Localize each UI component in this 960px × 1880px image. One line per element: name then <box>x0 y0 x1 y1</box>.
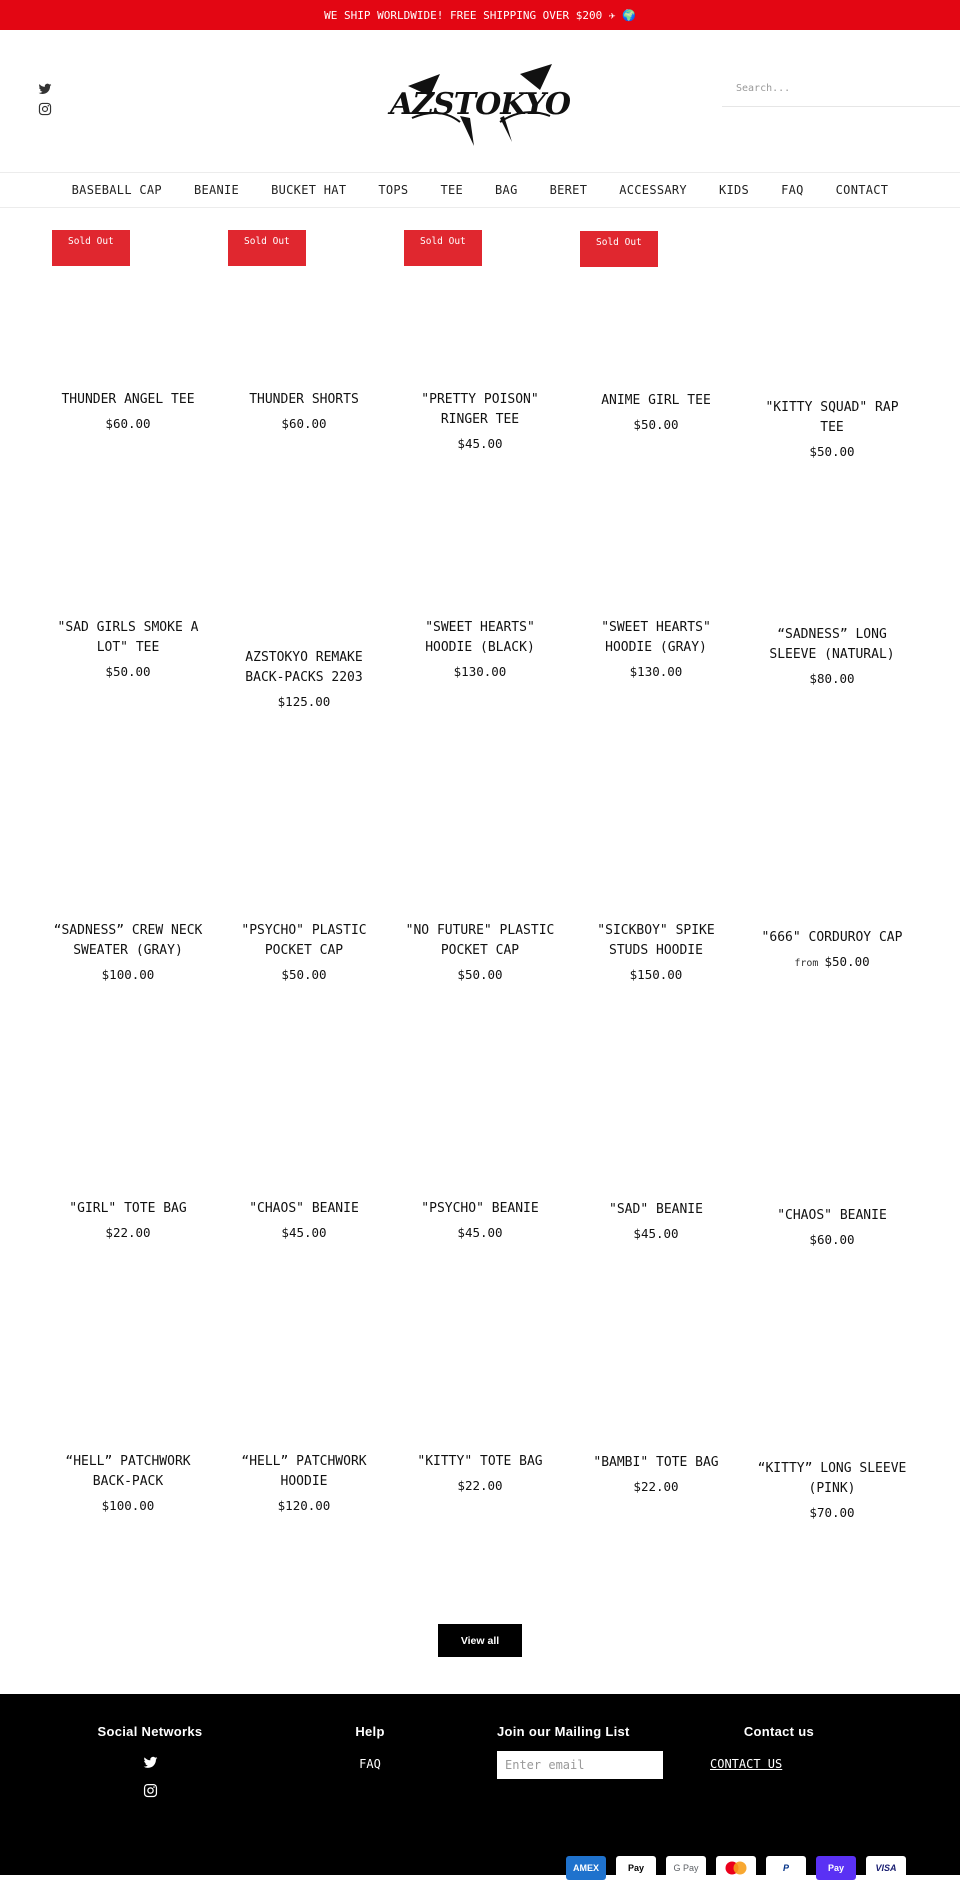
nav-tops[interactable]: TOPS <box>378 183 409 197</box>
product-price: $80.00 <box>809 671 855 686</box>
apple-pay-icon: Pay <box>616 1856 656 1880</box>
product-card[interactable] <box>40 212 216 434</box>
email-input[interactable] <box>497 1751 663 1779</box>
nav-baseball-cap[interactable]: BASEBALL CAP <box>71 183 162 197</box>
product-title[interactable]: "NO FUTURE" PLASTIC POCKET CAP <box>405 923 555 958</box>
product-price: $45.00 <box>633 1226 679 1241</box>
product-card[interactable] <box>392 467 568 682</box>
product-price: $60.00 <box>105 416 151 431</box>
nav-faq[interactable]: FAQ <box>781 183 804 197</box>
product-card[interactable] <box>40 770 216 985</box>
brand-logo-text: AZSTOKYO <box>389 87 571 122</box>
footer-contact-title: Contact us <box>743 1724 814 1739</box>
product-title[interactable]: AZSTOKYO REMAKE BACK-PACKS 2203 <box>245 650 363 685</box>
product-card[interactable] <box>744 212 920 462</box>
product-price: $22.00 <box>457 1478 503 1493</box>
search-box <box>722 72 960 107</box>
view-all-button[interactable]: View all <box>438 1624 522 1657</box>
product-title[interactable]: “HELL” PATCHWORK BACK-PACK <box>65 1454 191 1489</box>
footer-help <box>320 1724 420 1772</box>
product-card[interactable] <box>568 212 744 435</box>
product-card[interactable] <box>392 212 568 454</box>
product-title[interactable]: "SAD GIRLS SMOKE A LOT" TEE <box>57 620 199 655</box>
product-card[interactable] <box>216 770 392 985</box>
site-footer <box>0 1694 960 1875</box>
product-price: $60.00 <box>281 416 327 431</box>
product-title[interactable]: "PSYCHO" BEANIE <box>421 1201 539 1216</box>
product-card[interactable] <box>568 1301 744 1497</box>
product-price: $22.00 <box>633 1479 679 1494</box>
product-title[interactable]: "KITTY SQUAD" RAP TEE <box>765 400 899 435</box>
product-title[interactable]: "SWEET HEARTS" HOODIE (GRAY) <box>601 620 711 655</box>
announcement-text: WE SHIP WORLDWIDE! FREE SHIPPING OVER $200 ✈ 🌍 <box>324 8 636 22</box>
footer-social-title: Social Networks <box>97 1724 203 1739</box>
footer-faq-link[interactable]: FAQ <box>359 1757 381 1771</box>
product-title[interactable]: "PSYCHO" PLASTIC POCKET CAP <box>241 923 367 958</box>
product-card[interactable] <box>568 467 744 682</box>
product-price: $130.00 <box>629 664 683 679</box>
product-price: $70.00 <box>809 1505 855 1520</box>
product-card[interactable] <box>392 770 568 985</box>
product-price: $125.00 <box>277 694 331 709</box>
twitter-icon[interactable] <box>143 1755 158 1770</box>
product-card[interactable] <box>216 1047 392 1243</box>
nav-bag[interactable]: BAG <box>495 183 518 197</box>
product-card[interactable] <box>744 1301 920 1523</box>
product-price <box>744 952 920 974</box>
price-value: $50.00 <box>824 954 870 969</box>
product-price: $100.00 <box>101 967 155 982</box>
product-grid <box>40 212 920 1556</box>
announcement-bar <box>0 0 960 30</box>
brand-logo[interactable] <box>389 56 571 148</box>
sold-out-badge: Sold Out <box>52 230 130 266</box>
product-price: $50.00 <box>809 444 855 459</box>
product-title[interactable]: ANIME GIRL TEE <box>601 393 711 408</box>
product-row <box>40 1047 920 1301</box>
visa-icon: VISA <box>866 1856 906 1880</box>
nav-tee[interactable]: TEE <box>440 183 464 197</box>
product-price: $60.00 <box>809 1232 855 1247</box>
product-card[interactable] <box>744 1047 920 1250</box>
site-header <box>0 30 960 172</box>
product-title[interactable]: "PRETTY POISON" RINGER TEE <box>421 392 539 427</box>
product-price: $50.00 <box>633 417 679 432</box>
product-row <box>40 1301 920 1556</box>
product-title[interactable]: "CHAOS" BEANIE <box>249 1201 359 1216</box>
nav-beret[interactable]: BERET <box>549 183 588 197</box>
product-price: $100.00 <box>101 1498 155 1513</box>
product-title[interactable]: "SAD" BEANIE <box>609 1202 703 1217</box>
search-input[interactable] <box>722 72 958 104</box>
product-price: $22.00 <box>105 1225 151 1240</box>
sold-out-badge: Sold Out <box>228 230 306 266</box>
price-from-label: from <box>794 958 819 969</box>
product-row <box>40 212 920 467</box>
product-title[interactable]: "SWEET HEARTS" HOODIE (BLACK) <box>425 620 535 655</box>
product-price: $50.00 <box>105 664 151 679</box>
product-card[interactable] <box>216 212 392 434</box>
product-title[interactable]: "SICKBOY" SPIKE STUDS HOODIE <box>597 923 715 958</box>
product-card[interactable] <box>216 467 392 712</box>
product-title[interactable]: “SADNESS” CREW NECK SWEATER (GRAY) <box>53 923 203 958</box>
contact-us-link[interactable]: CONTACT US <box>710 1757 783 1771</box>
footer-contact <box>700 1724 830 1772</box>
product-card[interactable] <box>392 1047 568 1243</box>
main-nav <box>0 172 960 208</box>
product-card[interactable] <box>568 770 744 985</box>
sold-out-badge: Sold Out <box>404 230 482 266</box>
product-card[interactable] <box>744 467 920 689</box>
product-price: $130.00 <box>453 664 507 679</box>
instagram-icon[interactable] <box>143 1783 158 1798</box>
product-card[interactable] <box>40 1301 216 1516</box>
product-price: $45.00 <box>457 1225 503 1240</box>
product-row <box>40 467 920 770</box>
paypal-icon: P <box>766 1856 806 1880</box>
nav-contact[interactable]: CONTACT <box>835 183 889 197</box>
nav-accessary[interactable]: ACCESSARY <box>619 183 687 197</box>
product-price: $45.00 <box>457 436 503 451</box>
product-price: $45.00 <box>281 1225 327 1240</box>
product-card[interactable] <box>40 1047 216 1243</box>
amex-icon: AMEX <box>566 1856 606 1880</box>
product-row <box>40 770 920 1047</box>
product-card[interactable] <box>744 770 920 974</box>
twitter-icon[interactable] <box>38 82 52 96</box>
product-title[interactable]: THUNDER ANGEL TEE <box>61 392 195 407</box>
product-title[interactable]: THUNDER SHORTS <box>249 392 359 407</box>
product-title[interactable]: “SADNESS” LONG SLEEVE (NATURAL) <box>769 627 895 662</box>
footer-social <box>80 1724 220 1798</box>
product-card[interactable] <box>40 467 216 682</box>
nav-kids[interactable]: KIDS <box>718 183 750 197</box>
google-pay-icon: G Pay <box>666 1856 706 1880</box>
product-card[interactable] <box>216 1301 392 1516</box>
product-title[interactable]: “HELL” PATCHWORK HOODIE <box>241 1454 367 1489</box>
shop-pay-icon: Pay <box>816 1856 856 1880</box>
footer-mailing-title: Join our Mailing List <box>497 1724 630 1739</box>
sold-out-badge: Sold Out <box>580 231 658 267</box>
product-title[interactable]: “KITTY” LONG SLEEVE (PINK) <box>757 1461 907 1496</box>
nav-beanie[interactable]: BEANIE <box>193 183 240 197</box>
product-card[interactable] <box>568 1047 744 1244</box>
nav-bucket-hat[interactable]: BUCKET HAT <box>271 183 347 197</box>
product-price: $150.00 <box>629 967 683 982</box>
footer-help-title: Help <box>355 1724 385 1739</box>
instagram-icon[interactable] <box>38 102 52 116</box>
product-title[interactable]: "666" CORDUROY CAP <box>761 930 903 945</box>
mastercard-icon <box>716 1856 756 1880</box>
product-card[interactable] <box>392 1301 568 1496</box>
product-title[interactable]: "GIRL" TOTE BAG <box>69 1201 187 1216</box>
footer-mailing <box>497 1724 682 1779</box>
product-price: $120.00 <box>277 1498 331 1513</box>
product-price: $50.00 <box>281 967 327 982</box>
product-title[interactable]: "KITTY" TOTE BAG <box>417 1454 543 1469</box>
header-social <box>38 82 52 122</box>
product-title[interactable]: "BAMBI" TOTE BAG <box>593 1455 719 1470</box>
product-title[interactable]: "CHAOS" BEANIE <box>777 1208 887 1223</box>
product-price: $50.00 <box>457 967 503 982</box>
